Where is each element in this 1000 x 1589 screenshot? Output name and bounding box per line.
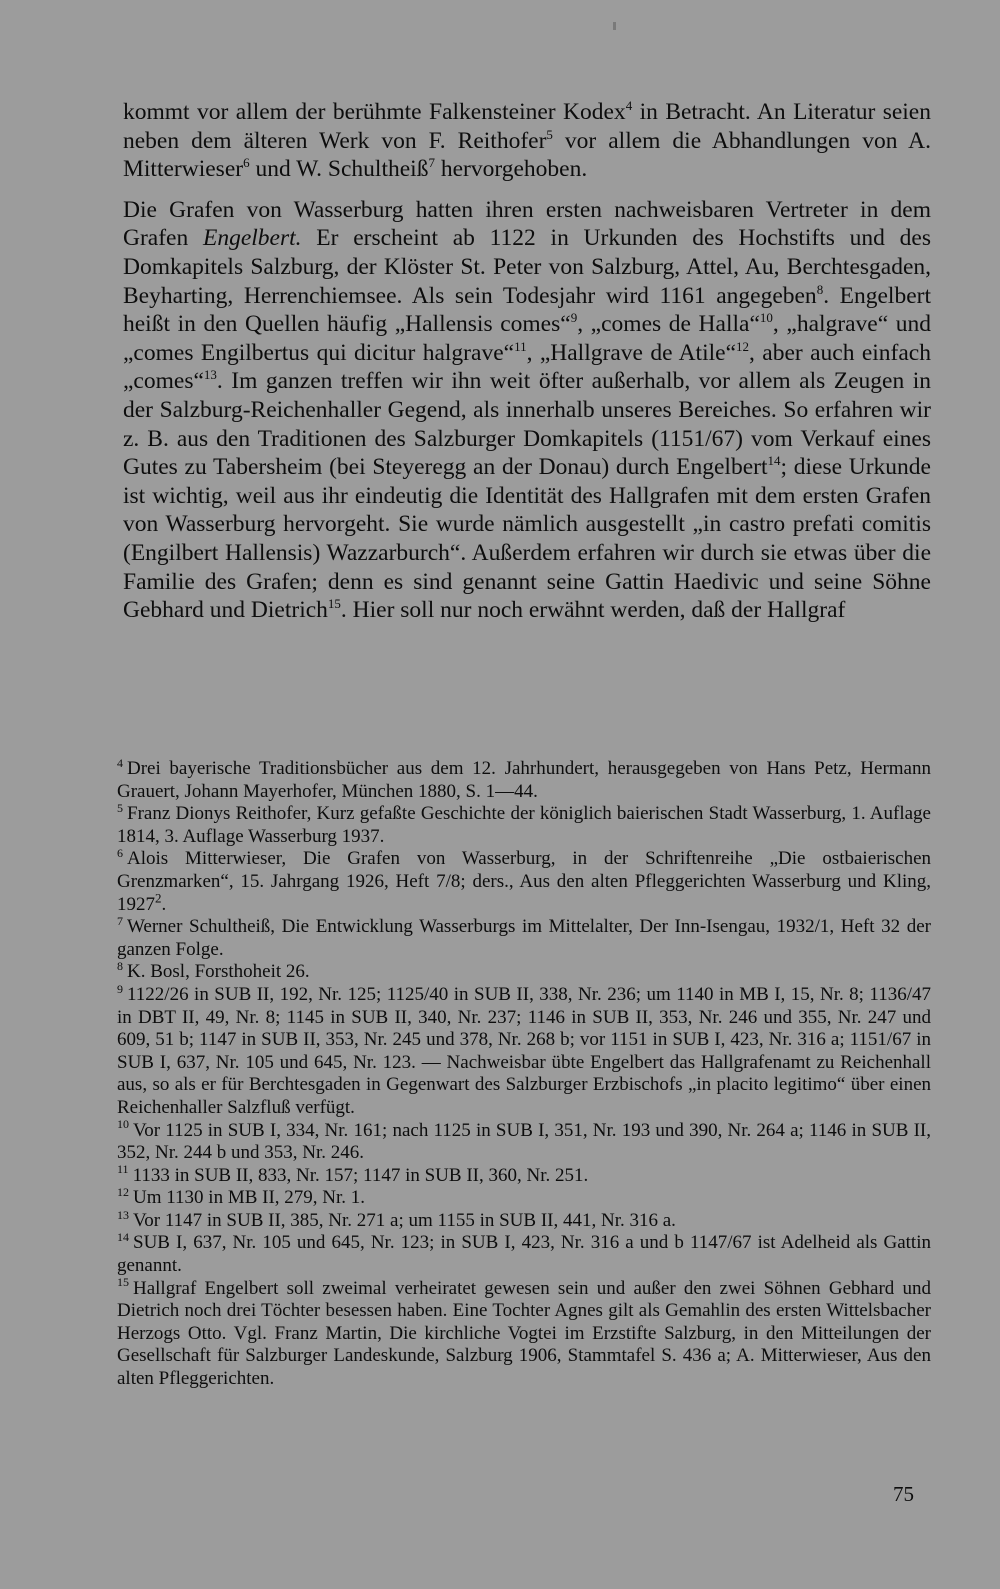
- footnote: [117, 961, 931, 984]
- footnote-ref: 7: [428, 155, 435, 171]
- main-text: [123, 98, 931, 625]
- footnote-ref: 13: [203, 367, 217, 383]
- footnote-text: Um 1130 in MB II, 279, Nr. 1.: [133, 1187, 366, 1209]
- footnote-number: 13: [117, 1207, 129, 1222]
- text-run: kommt vor allem der berühmte Falkensteiner Kodex: [123, 99, 626, 125]
- footnote: [117, 800, 931, 848]
- footnote: [117, 848, 931, 916]
- text-run: vor allem die Abhandlungen von A. Mitterwieser: [123, 127, 931, 183]
- footnote-text: .: [161, 893, 167, 915]
- footnote-text: K. Bosl, Forsthoheit 26.: [127, 961, 310, 983]
- footnote: [117, 981, 931, 1120]
- footnote-number: 6: [117, 846, 123, 861]
- footnote-number: 14: [117, 1230, 129, 1245]
- footnote-text: Alois Mitterwieser, Die Grafen von Wasserburg, in der Schriftenreihe „Die ostbaierischen Grenzmarken“, 15. Jahrgang 1926, Heft 7/8; ders., Aus den alten Pfleggerichten Wasserburg und Kling, 1927: [117, 848, 931, 915]
- footnote-ref: 10: [759, 310, 773, 326]
- text-run: Die Grafen von Wasserburg hatten ihren ersten nachweisbaren Vertreter in dem Grafen: [123, 196, 931, 252]
- footnote-number: 11: [117, 1162, 129, 1177]
- footnote-text: Vor 1147 in SUB II, 385, Nr. 271 a; um 1155 in SUB II, 441, Nr. 316 a.: [133, 1209, 676, 1231]
- footnote-number: 5: [117, 800, 123, 815]
- footnote-ref: 6: [243, 155, 250, 171]
- footnote-number: 8: [117, 959, 123, 974]
- footnote: [117, 1184, 931, 1210]
- footnote-text: 1133 in SUB II, 833, Nr. 157; 1147 in SUB II, 360, Nr. 251.: [132, 1164, 589, 1186]
- footnote-ref: 15: [327, 596, 341, 612]
- emphasized-name: Engelbert.: [202, 225, 302, 252]
- footnote-text: SUB I, 637, Nr. 105 und 645, Nr. 123; in SUB I, 423, Nr. 316 a und b 1147/67 ist Adelheid als Gattin genannt.: [117, 1232, 931, 1277]
- footnote-text: Werner Schultheiß, Die Entwicklung Wasserburgs im Mittelalter, Der Inn-Isengau, 1932/1, Heft 32 der ganzen Folge.: [117, 916, 931, 960]
- text-run: und W. Schultheiß: [249, 156, 429, 183]
- page-number: 75: [893, 1482, 914, 1506]
- footnote-number: 10: [117, 1117, 129, 1132]
- text-run: , „halgrave“ und „comes Engilbertus qui dicitur halgrave“: [123, 311, 932, 366]
- footnote-ref: 14: [767, 453, 781, 469]
- footnote-number: 9: [117, 981, 123, 996]
- footnote: [117, 1117, 931, 1165]
- paragraph-2: [123, 196, 931, 625]
- footnote: [117, 755, 931, 803]
- text-run: Er erscheint ab 1122 in Urkunden des Hochstifts und des Domkapitels Salzburg, der Klöster St. Peter von Salzburg, Attel, Au, Berchtesgaden, Beyharting, Herrenchiemsee. Als sein Todesjahr wird 1161 angegeben: [123, 225, 932, 309]
- footnote: [117, 1162, 931, 1188]
- footnote: [117, 1275, 931, 1391]
- superscript: 2: [155, 890, 162, 906]
- footnote-number: 12: [117, 1184, 129, 1199]
- footnote-number: 15: [117, 1275, 129, 1290]
- footnote-ref: 11: [514, 338, 527, 354]
- paragraph-1: [123, 98, 931, 184]
- text-run: . Hier soll nur noch erwähnt werden, daß der Hallgraf: [340, 597, 846, 624]
- footnote-text: Hallgraf Engelbert soll zweimal verheiratet gewesen sein und außer den zwei Söhnen Gebhard und Dietrich noch drei Töchter besessen haben. Eine Tochter Agnes gilt als Gemahlin des ersten Wittelsbacher Herzogs Otto. Vgl. Franz Martin, Die kirchliche Vogtei im Erzstifte Salzburg, in den Mitteilungen der Gesellschaft für Salzburger Landeskunde, Salzburg 1906, Stammtafel S. 436 a; A. Mitterwieser, Aus den alten Pfleggerichten.: [117, 1277, 931, 1390]
- footnotes: [117, 755, 931, 1391]
- text-run: , „Hallgrave de Atile“: [526, 339, 737, 366]
- footnote-text: Drei bayerische Traditionsbücher aus dem 12. Jahrhundert, herausgegeben von Hans Petz, Hermann Grauert, Johann Mayerhofer, München 1880, S. 1—44.: [117, 758, 931, 802]
- footnote: [117, 1207, 931, 1233]
- footnote-text: Franz Dionys Reithofer, Kurz gefaßte Geschichte der königlich baierischen Stadt Wasserburg, 1. Auflage 1814, 3. Auflage Wasserburg 1937.: [117, 803, 931, 847]
- footnote-ref: 8: [816, 281, 824, 297]
- footnote-ref: 5: [546, 126, 553, 142]
- footnote: [117, 913, 931, 961]
- text-run: in Betracht. An Literatur seien neben dem älteren Werk von F. Reithofer: [123, 99, 931, 154]
- footnote-ref: 9: [570, 310, 578, 326]
- footnote-number: 4: [117, 755, 123, 770]
- footnote: [117, 1232, 931, 1277]
- text-run: , „comes de Halla“: [577, 311, 760, 338]
- footnote-ref: 12: [736, 338, 750, 354]
- text-run: , aber auch einfach „comes“: [123, 339, 931, 395]
- footnote-ref: 4: [625, 98, 633, 114]
- footnote-text: 1122/26 in SUB II, 192, Nr. 125; 1125/40 in SUB II, 338, Nr. 236; um 1140 in MB I, 15, Nr. 8; 1136/47 in DBT II, 49, Nr. 8; 1145 in SUB II, 340, Nr. 237; 1146 in SUB II, 353, Nr. 246 und 355, Nr. 247 und 609, 51 b; 1147 in SUB II, 353, Nr. 245 und 378, Nr. 268 b; vor 1151 in SUB I, 423, Nr. 316 a; 1151/67 in SUB I, 637, Nr. 105 und 645, Nr. 123. — Nachweisbar übte Engelbert das Hallgrafenamt zu Reichenhall aus, so als er für Berchtesgaden in Gegenwart des Salzburger Erzbischofs „in placito legitimo“ über einen Reichenhaller Salzfluß verfügt.: [117, 983, 931, 1118]
- text-run: . Im ganzen treffen wir ihn weit öfter außerhalb, vor allem als Zeugen in der Salzburg-Reichenhaller Gegend, als innerhalb unseres Bereiches. So erfahren wir z. B. aus den Traditionen des Salzburger Domkapitels (1151/67) vom Verkauf eines Gutes zu Tabersheim (bei Steyeregg an der Donau) durch Engelbert: [123, 368, 931, 481]
- footnote-number: 7: [117, 913, 123, 928]
- text-run: ; diese Urkunde ist wichtig, weil aus ihr eindeutig die Identität des Hallgrafen mit dem ersten Grafen von Wasserburg hervorgeht. Sie wurde nämlich ausgestellt „in castro prefati comitis (Engilbert Hallensis) Wazzarburch“. Außerdem erfahren wir durch sie etwas über die Familie des Grafen; denn es sind genannt seine Gattin Haedivic und seine Söhne Gebhard und Dietrich: [123, 454, 931, 624]
- footnote-text: Vor 1125 in SUB I, 334, Nr. 161; nach 1125 in SUB I, 351, Nr. 193 und 390, Nr. 264 a; 1146 in SUB II, 352, Nr. 244 b und 353, Nr. 246.: [117, 1119, 931, 1164]
- text-run: hervorgehoben.: [434, 156, 588, 183]
- scan-speck: [613, 22, 616, 30]
- text-run: . Engelbert heißt in den Quellen häufig „Hallensis comes“: [123, 282, 931, 338]
